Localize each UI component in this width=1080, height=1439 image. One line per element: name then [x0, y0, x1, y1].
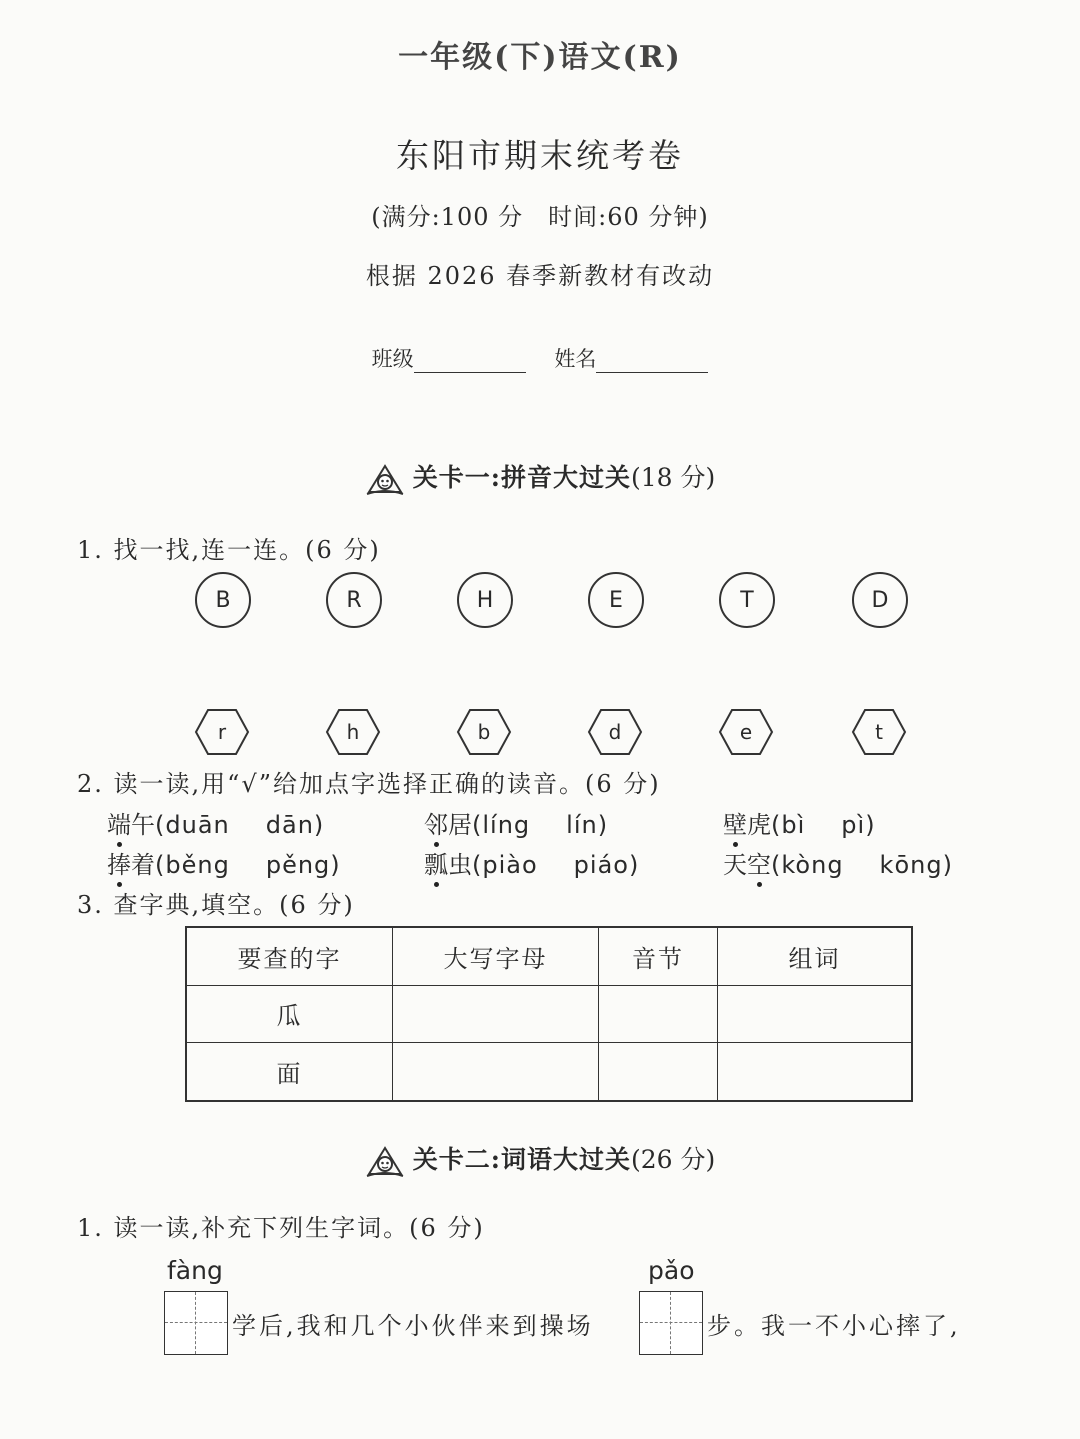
- pinyin-option[interactable]: pěng: [265, 851, 331, 879]
- uppercase-letter-circle[interactable]: H: [457, 572, 513, 628]
- pinyin-option[interactable]: líng: [482, 811, 531, 839]
- table-row: [186, 1043, 912, 1101]
- student-fields: [0, 343, 1080, 373]
- table-cell-blank[interactable]: [393, 1043, 599, 1101]
- question-1-3: 3. 查字典,填空。(6 分): [77, 891, 355, 919]
- lowercase-letter-hexagon[interactable]: [194, 708, 250, 756]
- pinyin-choice-item: [723, 845, 953, 880]
- uppercase-letter-circle[interactable]: B: [195, 572, 251, 628]
- class-blank[interactable]: [414, 348, 526, 373]
- section-2-heading: [0, 1140, 1080, 1180]
- pinyin-choice-item: [424, 845, 639, 880]
- lowercase-letter-hexagon[interactable]: [456, 708, 512, 756]
- paren: ): [330, 851, 341, 879]
- pinyin-option[interactable]: kòng: [781, 851, 844, 879]
- word-char: 居: [448, 811, 472, 839]
- dotted-char: 邻: [424, 811, 448, 839]
- tian-grid-box-2[interactable]: [639, 1291, 703, 1355]
- mascot-icon: [365, 1144, 405, 1180]
- pinyin-above-2: pǎo: [648, 1256, 695, 1285]
- dotted-char: 壁: [723, 811, 747, 839]
- pinyin-option[interactable]: pì: [841, 811, 866, 839]
- table-cell-blank[interactable]: [599, 1043, 718, 1101]
- pinyin-option[interactable]: bì: [781, 811, 806, 839]
- exam-note: 根据 2026 春季新教材有改动: [365, 262, 715, 290]
- table-header-row: [186, 927, 912, 985]
- name-label: 姓名: [554, 347, 597, 371]
- question-1-2: 2. 读一读,用“√”给加点字选择正确的读音。(6 分): [77, 770, 661, 798]
- tian-grid-box-1[interactable]: [164, 1291, 228, 1355]
- paren: (: [472, 851, 483, 879]
- lowercase-letter-hexagon[interactable]: [587, 708, 643, 756]
- section-1-title: 关卡一:拼音大过关: [412, 463, 631, 492]
- class-label: 班级: [371, 347, 414, 371]
- table-header: 组词: [718, 927, 913, 985]
- table-header: 大写字母: [393, 927, 599, 985]
- pinyin-choice-item: [107, 805, 324, 840]
- pinyin-option[interactable]: běng: [165, 851, 230, 879]
- table-cell-blank[interactable]: [718, 1043, 913, 1101]
- uppercase-letter-circle[interactable]: T: [719, 572, 775, 628]
- pinyin-choice-item: [107, 845, 341, 880]
- word-char: 午: [131, 811, 155, 839]
- word-char: 虫: [448, 851, 472, 879]
- table-row: [186, 985, 912, 1042]
- lowercase-letter: d: [608, 720, 622, 744]
- paren: ): [313, 811, 325, 839]
- section-1-points: (18 分): [630, 463, 716, 492]
- lowercase-letter: b: [477, 720, 491, 744]
- series-title: 一年级(下)语文(R): [398, 40, 682, 75]
- pinyin-option[interactable]: lín: [566, 811, 598, 839]
- lowercase-letter: r: [217, 720, 227, 744]
- sentence-part-1: 学后,我和几个小伙伴来到操场: [232, 1312, 594, 1340]
- paren: (: [155, 851, 166, 879]
- pinyin-choice-item: [424, 805, 608, 840]
- uppercase-letter-circle[interactable]: R: [326, 572, 382, 628]
- pinyin-option[interactable]: piáo: [573, 851, 629, 879]
- dotted-char: 瓢: [424, 851, 448, 879]
- paren: (: [472, 811, 483, 839]
- dotted-char: 捧: [107, 851, 131, 879]
- word-char: 虎: [747, 811, 771, 839]
- exam-title: 东阳市期末统考卷: [396, 136, 684, 175]
- paren: (: [155, 811, 166, 839]
- name-blank[interactable]: [596, 348, 708, 373]
- lowercase-letter: h: [346, 720, 360, 744]
- paren: (: [771, 811, 782, 839]
- uppercase-letter-circle[interactable]: E: [588, 572, 644, 628]
- table-cell-char: 瓜: [186, 985, 393, 1042]
- table-header: 要查的字: [186, 927, 393, 985]
- question-2-1: 1. 读一读,补充下列生字词。(6 分): [77, 1214, 485, 1242]
- lowercase-letter: e: [739, 720, 753, 744]
- section-2-title: 关卡二:词语大过关: [412, 1145, 631, 1174]
- dotted-char: 空: [747, 851, 771, 879]
- paren: ): [942, 851, 953, 879]
- paren: ): [628, 851, 640, 879]
- table-header: 音节: [599, 927, 718, 985]
- exam-meta: (满分:100 分 时间:60 分钟): [371, 203, 709, 231]
- pinyin-option[interactable]: dān: [265, 811, 314, 839]
- section-2-points: (26 分): [630, 1145, 716, 1174]
- lowercase-letter: t: [875, 720, 883, 744]
- pinyin-option[interactable]: piào: [482, 851, 538, 879]
- pinyin-option[interactable]: duān: [165, 811, 230, 839]
- sentence-part-2: 步。我一不小心摔了,: [707, 1312, 961, 1340]
- section-1-heading: [0, 458, 1080, 498]
- pinyin-option[interactable]: kōng: [879, 851, 943, 879]
- table-cell-blank[interactable]: [393, 985, 599, 1042]
- word-char: 天: [723, 851, 747, 879]
- paren: ): [865, 811, 876, 839]
- question-1-1: 1. 找一找,连一连。(6 分): [77, 536, 381, 564]
- mascot-icon: [365, 462, 405, 498]
- table-cell-blank[interactable]: [599, 985, 718, 1042]
- uppercase-letter-circle[interactable]: D: [852, 572, 908, 628]
- pinyin-above-1: fàng: [167, 1256, 223, 1285]
- dictionary-table: [185, 926, 913, 1102]
- pinyin-choice-item: [723, 805, 876, 840]
- word-char: 着: [131, 851, 155, 879]
- paren: (: [771, 851, 782, 879]
- lowercase-letter-hexagon[interactable]: [718, 708, 774, 756]
- table-cell-char: 面: [186, 1043, 393, 1101]
- lowercase-letter-hexagon[interactable]: [325, 708, 381, 756]
- table-cell-blank[interactable]: [718, 985, 913, 1042]
- paren: ): [597, 811, 609, 839]
- dotted-char: 端: [107, 811, 131, 839]
- lowercase-letter-hexagon[interactable]: [851, 708, 907, 756]
